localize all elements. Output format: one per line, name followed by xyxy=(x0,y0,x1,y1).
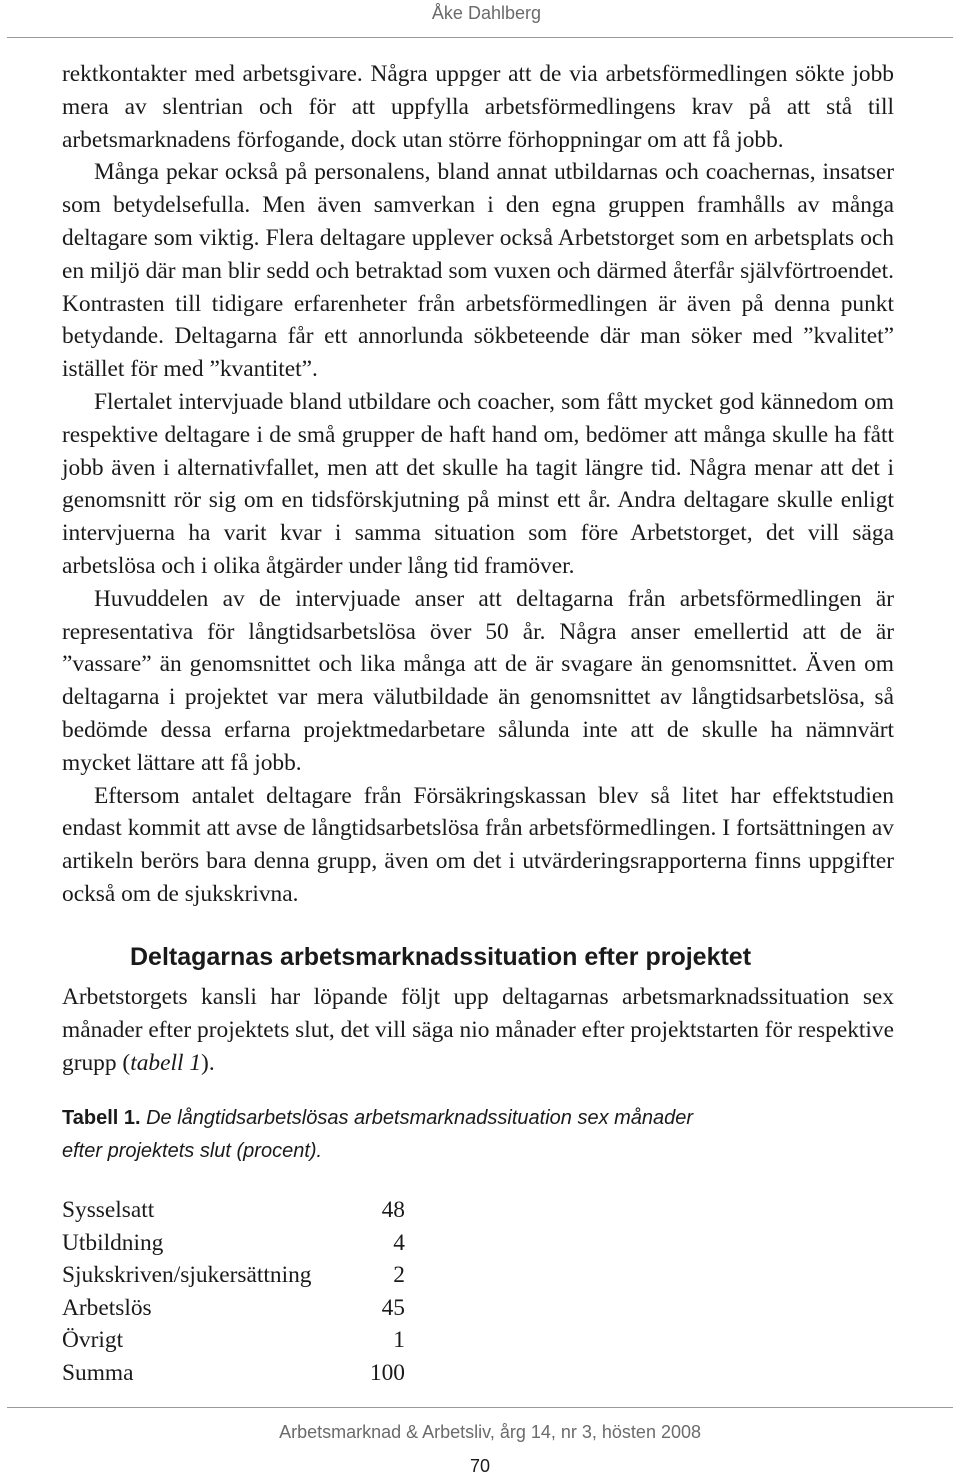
row-value: 45 xyxy=(381,1294,405,1321)
section-heading: Deltagarnas arbetsmarknadssituation efter projektet xyxy=(130,943,752,971)
row-value: 2 xyxy=(393,1262,405,1288)
row-value: 4 xyxy=(393,1229,405,1256)
table-row xyxy=(62,1324,405,1357)
table-reference: tabell 1 xyxy=(130,1049,202,1076)
paragraph: Eftersom antalet deltagare från Försäkringskassan blev så litet har effektstudien endast kommit att avse de långtidsarbetslösa från arbetsförmedlingen. I fortsättningen av artikeln berörs bara denna grupp, även om det i utvärderingsrapporterna finns uppgifter också om de sjukskrivna. xyxy=(62,782,894,907)
section-text-start: Arbetstorgets kansli har löpande följt upp deltagarnas arbetsmarknadssituation sex månader efter projektets slut, det vill säga nio månader efter projektstarten för respektive grupp ( xyxy=(62,984,894,1076)
row-label: Sysselsatt xyxy=(62,1197,155,1223)
section-text-end: ). xyxy=(201,1049,215,1076)
table-row xyxy=(62,1194,405,1227)
table-row xyxy=(62,1259,405,1292)
table-caption-label: Tabell 1. xyxy=(62,1107,141,1129)
body-text xyxy=(62,58,894,911)
paragraph: Flertalet intervjuade bland utbildare och coacher, som fått mycket god kännedom om respektive deltagare i de små grupper de haft hand om, bedömer att många skulle ha fått jobb även i alternativfallet, men att det skulle ha tagit längre tid. Några menar att det i genomsnitt rör sig om en tidsförskjutning på minst ett år. Andra deltagare skulle enligt intervjuerna ha varit kvar i samma situation som före Arbetstorget, det vill säga arbetslösa och i olika åtgärder under lång tid framöver. xyxy=(62,388,894,579)
paragraph: Många pekar också på personalens, bland annat utbildarnas och coachernas, insatser som betydelsefulla. Men även samverkan i den egna gruppen framhålls av många deltagare som viktig. Flera deltagare upplever också Arbetstorget som en arbetsplats och en miljö där man blir sedd och betraktad som vuxen och därmed återfår självförtroendet. Kontrasten till tidigare erfarenheter från arbetsförmedlingen är även på denna punkt betydande. Deltagarna får ett annorlunda sökbeteende där man söker med ”kvalitet” istället för med ”kvantitet”. xyxy=(62,159,894,383)
data-table xyxy=(62,1194,405,1389)
paragraph: rektkontakter med arbetsgivare. Några uppger att de via arbetsförmedlingen sökte jobb mera av slentrian och för att uppfylla arbetsförmedlingens krav på att stå till arbetsmarknadens förfogande, dock utan större förhoppningar om att få jobb. xyxy=(62,61,894,153)
row-label: Utbildning xyxy=(62,1229,164,1256)
row-value: 48 xyxy=(381,1197,405,1223)
table-caption xyxy=(62,1102,702,1168)
footer-divider xyxy=(7,1407,953,1408)
header-divider xyxy=(7,37,953,38)
row-label: Summa xyxy=(62,1359,134,1386)
page-number: 70 xyxy=(469,1456,491,1476)
row-label: Arbetslös xyxy=(62,1294,152,1321)
paragraph: Huvuddelen av de intervjuade anser att deltagarna från arbetsförmedlingen är representativa för långtidsarbetslösa över 50 år. Några anser emellertid att de är ”vassare” än genomsnittet och lika många att de är svagare än genomsnittet. Även om deltagarna i projektet var mera välutbildade än genomsnittet av långtidsarbetslösa, så bedömde dessa erfarna projektmedarbetare sålunda inte att de skulle ha nämnvärt mycket lättare att få jobb. xyxy=(62,585,894,776)
section-paragraph xyxy=(62,981,894,1079)
table-row xyxy=(62,1292,405,1325)
row-label: Övrigt xyxy=(62,1327,124,1353)
row-label: Sjukskriven/sjukersättning xyxy=(62,1262,312,1288)
table-row xyxy=(62,1357,405,1390)
running-head-author: Åke Dahlberg xyxy=(431,3,541,23)
footer-journal-info: Arbetsmarknad & Arbetsliv, årg 14, nr 3, hösten 2008 xyxy=(279,1422,701,1442)
table-row xyxy=(62,1227,405,1260)
row-value: 1 xyxy=(393,1327,405,1353)
row-value: 100 xyxy=(369,1359,405,1386)
table-caption-text: De långtidsarbetslösas arbetsmarknadssituation sex månader efter projektets slut (procent). xyxy=(62,1107,694,1162)
